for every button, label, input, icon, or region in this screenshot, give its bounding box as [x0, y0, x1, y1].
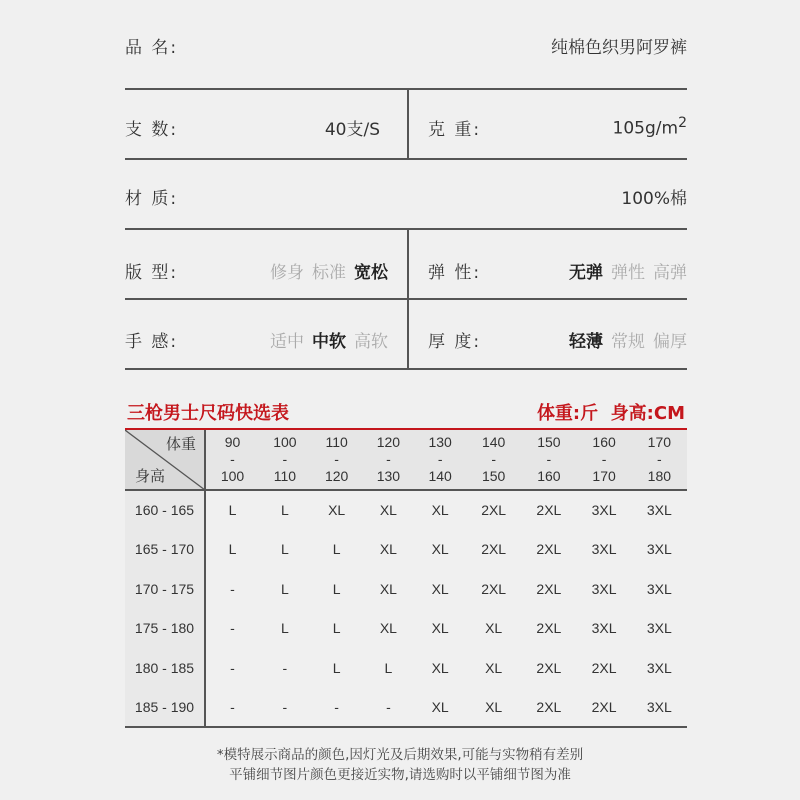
feel-option-medium-soft: 中软 [312, 332, 346, 352]
size-cell: XL [379, 620, 397, 637]
height-range-cell: 180 - 185 [125, 648, 205, 688]
height-range-cell: 170 - 175 [125, 569, 205, 609]
size-cell: 2XL [536, 620, 562, 637]
elastic-option-high: 高弹 [653, 263, 687, 283]
weight-col-header: 130 - 140 [428, 434, 452, 484]
weight-max: 150 [481, 468, 506, 484]
thickness-label: 厚 度: [428, 332, 482, 352]
weight-col-header: 110 - 120 [324, 434, 349, 484]
thickness-option-thin: 轻薄 [569, 332, 603, 352]
fit-label: 版 型: [125, 263, 179, 283]
size-cell: 2XL [536, 580, 562, 597]
fabric-weight-value [613, 115, 687, 139]
yarn-count-value: 40支/S [324, 120, 380, 140]
superscript: 2 [678, 115, 687, 131]
size-cell: XL [379, 502, 397, 519]
size-cell: 3XL [646, 698, 672, 715]
size-cell: - [386, 698, 391, 715]
weight-col-header: 150 - 160 [537, 434, 561, 484]
weight-max: 170 [592, 468, 616, 484]
size-cell: L [332, 541, 341, 558]
size-cell: XL [431, 698, 449, 715]
weight-col-header: 90 - 100 [220, 434, 245, 484]
height-range-cell: 165 - 170 [125, 530, 205, 570]
weight-col-header: 120 - 130 [376, 434, 401, 484]
size-cell: 3XL [646, 541, 672, 558]
size-cell: 3XL [646, 502, 672, 519]
weight-max: 160 [537, 468, 561, 484]
footnote-line-2: 平铺细节图片颜色更接近实物,请选购时以平铺细节图为准 [229, 767, 571, 783]
hand-feel-label: 手 感: [125, 332, 179, 352]
size-cell: 2XL [591, 698, 617, 715]
weight-max: 130 [376, 468, 401, 484]
yarn-count-label: 支 数: [125, 120, 179, 140]
height-range-cell: 185 - 190 [125, 688, 205, 728]
size-cell: - [282, 659, 288, 676]
fabric-weight-label: 克 重: [428, 120, 482, 140]
corner-cell [125, 430, 205, 490]
size-cell: L [280, 502, 289, 519]
elasticity-label: 弹 性: [428, 263, 482, 283]
size-cell: - [230, 698, 235, 715]
table-row [125, 569, 687, 609]
size-cell: 2XL [536, 541, 562, 558]
divider [125, 368, 687, 370]
fit-options [262, 258, 388, 283]
height-range-cell: 175 - 180 [125, 609, 205, 649]
weight-min: 150 [537, 434, 561, 450]
size-cell: L [228, 502, 237, 519]
size-cell: 3XL [591, 502, 617, 519]
weight-min: 110 [325, 434, 348, 450]
size-cell: L [280, 580, 289, 597]
size-cell: 2XL [536, 502, 562, 519]
weight-min: 170 [647, 434, 672, 450]
weight-col-header: 100 - 110 [273, 434, 297, 484]
size-cell: L [384, 659, 393, 676]
weight-max: 180 [647, 468, 672, 484]
size-cell: L [280, 620, 289, 637]
size-cell: 3XL [646, 580, 672, 597]
table-row [125, 648, 687, 688]
weight-col-header: 160 - 170 [592, 434, 616, 484]
size-cell: 3XL [646, 659, 672, 676]
corner-weight-label: 体重 [165, 436, 196, 453]
weight-min: 90 [224, 434, 241, 450]
weight-max: 140 [428, 468, 452, 484]
size-chart-units: 体重:斤 身高:CM [536, 403, 685, 424]
weight-max: 100 [220, 468, 245, 484]
weight-col-header: 140 - 150 [481, 434, 506, 484]
size-cell: 2XL [481, 502, 507, 519]
divider-vertical [407, 88, 409, 158]
size-chart-table [125, 430, 687, 728]
hand-feel-options [262, 327, 388, 352]
size-cell: - [282, 698, 288, 715]
size-cell: XL [328, 502, 346, 519]
size-cell: - [334, 698, 339, 715]
elastic-option-stretch: 弹性 [611, 263, 645, 283]
material-value: 100%棉 [621, 189, 687, 209]
size-cell: 3XL [591, 620, 617, 637]
size-cell: 2XL [481, 541, 507, 558]
size-cell: XL [431, 580, 449, 597]
height-range-cell: 160 - 165 [125, 490, 205, 530]
size-cell: - [230, 620, 235, 637]
size-cell: 2XL [591, 659, 617, 676]
size-cell: L [280, 541, 289, 558]
size-cell: L [332, 580, 341, 597]
size-cell: 3XL [591, 580, 617, 597]
size-cell: XL [485, 698, 503, 715]
table-row [125, 530, 687, 570]
size-cell: XL [379, 541, 397, 558]
size-cell: XL [485, 659, 503, 676]
weight-max: 120 [324, 468, 349, 484]
feel-option-medium: 适中 [270, 332, 304, 352]
size-cell: L [332, 659, 341, 676]
size-cell: 2XL [536, 698, 562, 715]
weight-min: 140 [481, 434, 506, 450]
fit-option-loose: 宽松 [354, 263, 388, 283]
size-cell: 3XL [591, 541, 617, 558]
product-name-value: 纯棉色织男阿罗裤 [551, 38, 687, 58]
weight-min: 130 [428, 434, 452, 450]
elastic-option-none: 无弹 [569, 263, 603, 283]
thickness-option-thick: 偏厚 [653, 332, 687, 352]
size-cell: XL [431, 659, 449, 676]
table-row [125, 490, 687, 530]
weight-max: 110 [273, 468, 297, 484]
size-cell: 3XL [646, 620, 672, 637]
footnote-line-1: *模特展示商品的颜色,因灯光及后期效果,可能与实物稍有差别 [216, 747, 584, 763]
size-cell: - [230, 580, 235, 597]
divider [125, 158, 687, 160]
feel-option-high-soft: 高软 [354, 332, 388, 352]
divider [125, 228, 687, 230]
divider [125, 298, 687, 300]
size-cell: L [332, 620, 341, 637]
size-cell: 2XL [481, 580, 507, 597]
divider [125, 88, 687, 90]
table-header-row [125, 430, 687, 490]
corner-height-label: 身高 [135, 468, 166, 485]
footnote [0, 745, 800, 785]
size-cell: XL [431, 620, 449, 637]
product-name-label: 品 名: [125, 38, 179, 58]
thickness-option-regular: 常规 [611, 332, 645, 352]
fit-option-slim: 修身 [270, 263, 304, 283]
size-cell: XL [431, 541, 449, 558]
size-cell: 2XL [536, 659, 562, 676]
fit-option-standard: 标准 [312, 263, 346, 283]
size-cell: XL [431, 502, 449, 519]
weight-min: 100 [273, 434, 297, 450]
size-cell: - [230, 659, 235, 676]
material-label: 材 质: [125, 189, 179, 209]
size-chart-title: 三枪男士尺码快选表 [127, 403, 289, 424]
weight-min: 160 [592, 434, 616, 450]
weight-col-header: 170 - 180 [647, 434, 672, 484]
size-cell: L [228, 541, 237, 558]
table-row [125, 609, 687, 649]
size-cell: XL [379, 580, 397, 597]
elasticity-options [561, 258, 687, 283]
thickness-options [561, 327, 687, 352]
fabric-weight-number: 105g/m [612, 118, 679, 139]
table-row [125, 688, 687, 728]
weight-min: 120 [376, 434, 401, 450]
size-cell: XL [485, 620, 503, 637]
